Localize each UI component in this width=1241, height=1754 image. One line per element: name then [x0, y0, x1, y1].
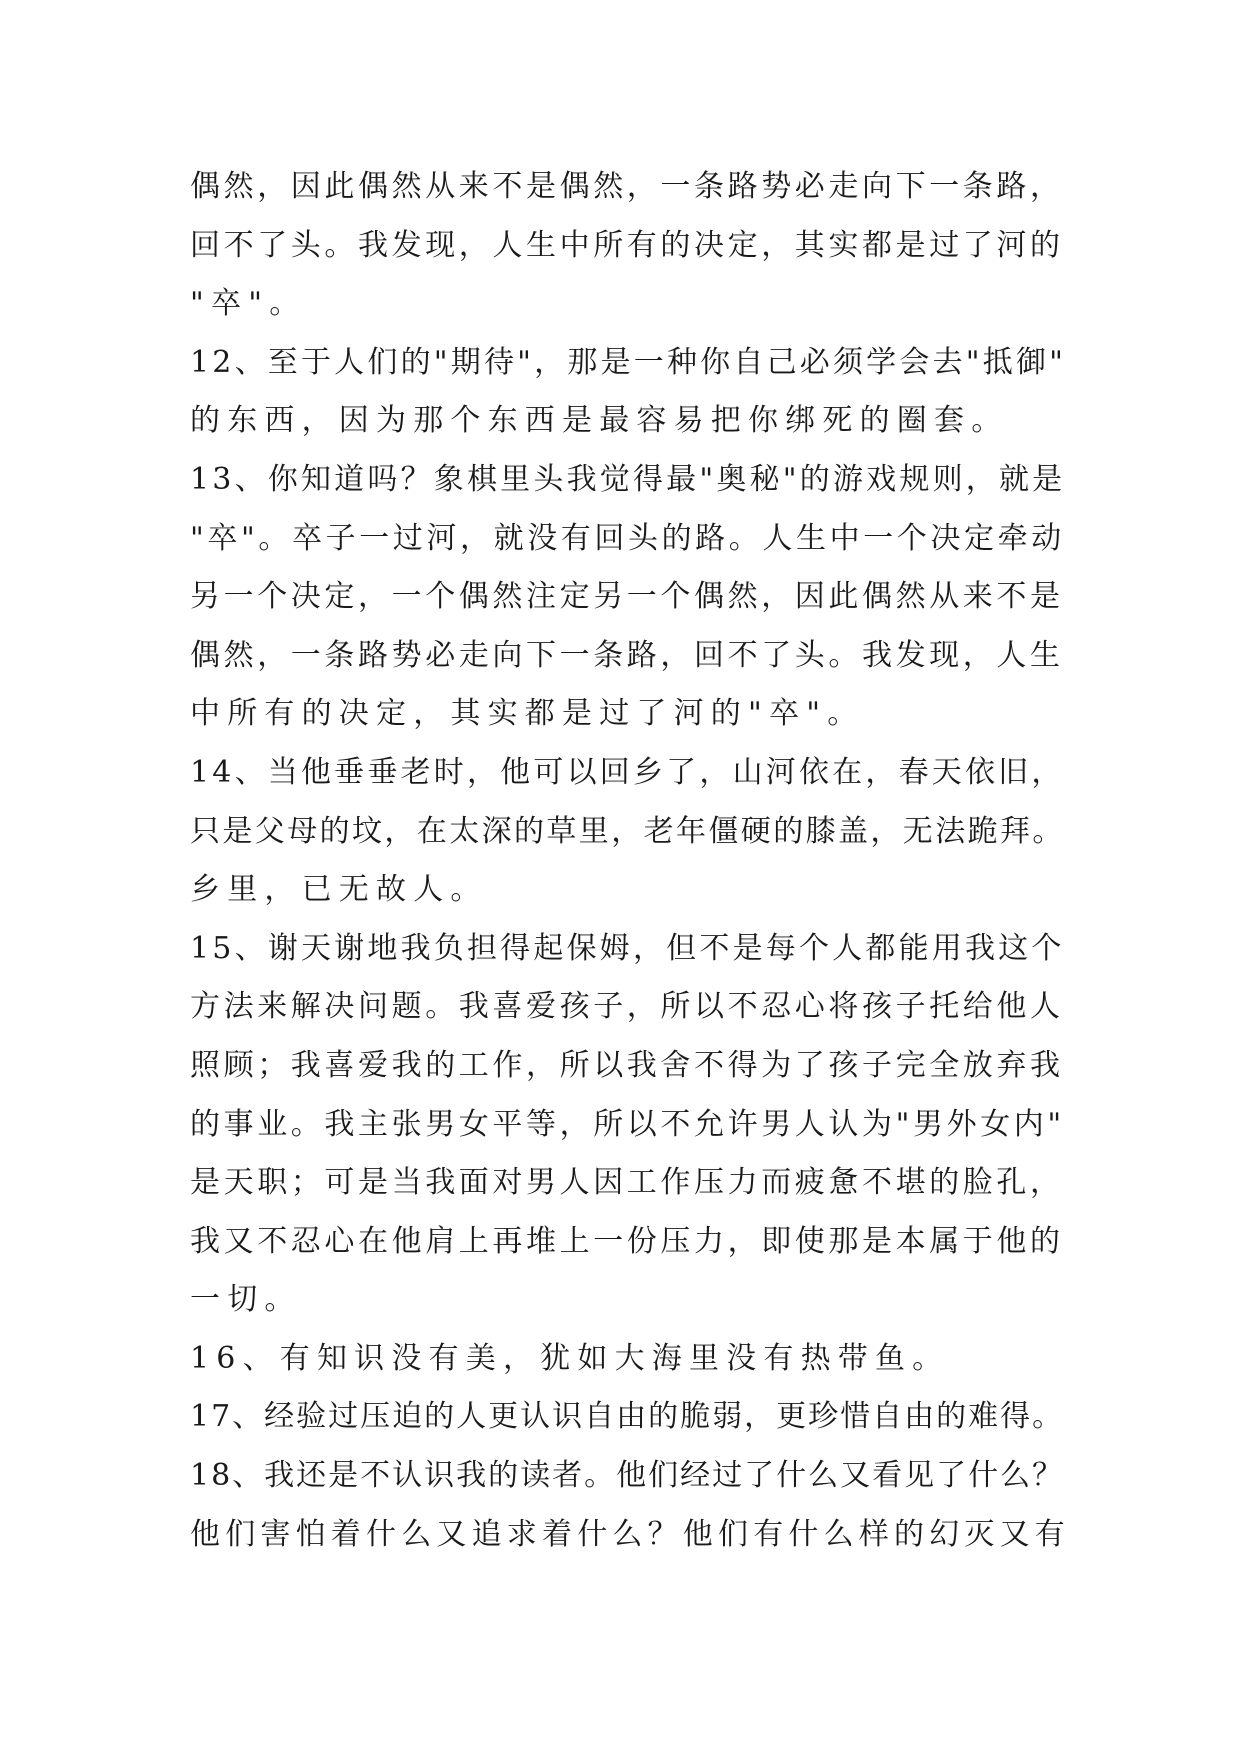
- text-line: 的东西，因为那个东西是最容易把你绑死的圈套。: [190, 403, 1009, 439]
- item-17-line: 17、经验过压迫的人更认识自由的脆弱，更珍惜自由的难得。: [190, 1399, 1065, 1435]
- item-18-line: 18、我还是不认识我的读者。他们经过了什么又看见了什么？: [190, 1458, 1065, 1494]
- item-15-line: 15、谢天谢地我负担得起保姆，但不是每个人都能用我这个: [190, 930, 1065, 966]
- text-line: 我又不忍心在他肩上再堆上一份压力，即使那是本属于他的: [190, 1223, 1064, 1259]
- item-16-line: 16、有知识没有美，犹如大海里没有热带鱼。: [190, 1340, 950, 1376]
- text-line: 方法来解决问题。我喜爱孩子，所以不忍心将孩子托给他人: [190, 989, 1064, 1025]
- item-13-line: 13、你知道吗？象棋里头我觉得最"奥秘"的游戏规则，就是: [190, 461, 1066, 497]
- text-line: 中所有的决定，其实都是过了河的"卒"。: [190, 696, 865, 732]
- text-line: 回不了头。我发现，人生中所有的决定，其实都是过了河的: [190, 227, 1064, 263]
- body-text: [190, 158, 1070, 1564]
- item-12-line: 12、至于人们的"期待"，那是一种你自己必须学会去"抵御": [190, 344, 1067, 380]
- text-line: 只是父母的坟，在太深的草里，老年僵硬的膝盖，无法跪拜。: [190, 813, 1065, 849]
- text-line: 乡里，已无故人。: [190, 872, 488, 908]
- text-line: 照顾；我喜爱我的工作，所以我舍不得为了孩子完全放弃我: [190, 1047, 1064, 1083]
- item-14-line: 14、当他垂垂老时，他可以回乡了，山河依在，春天依旧，: [190, 754, 1065, 790]
- text-line: "卒"。卒子一过河，就没有回头的路。人生中一个决定牵动: [190, 520, 1065, 556]
- text-line: 的事业。我主张男女平等，所以不允许男人认为"男外女内": [190, 1106, 1065, 1142]
- text-line: 偶然，一条路势必走向下一条路，回不了头。我发现，人生: [190, 637, 1064, 673]
- text-line: 他们害怕着什么又追求着什么？他们有什么样的幻灭又有: [190, 1516, 1070, 1552]
- text-line: 是天职；可是当我面对男人因工作压力而疲惫不堪的脸孔，: [190, 1165, 1064, 1201]
- text-line: 一切。: [190, 1282, 302, 1318]
- text-line: "卒"。: [190, 286, 307, 322]
- text-line: 另一个决定，一个偶然注定另一个偶然，因此偶然从来不是: [190, 579, 1064, 615]
- text-line: 偶然，因此偶然从来不是偶然，一条路势必走向下一条路，: [190, 169, 1064, 204]
